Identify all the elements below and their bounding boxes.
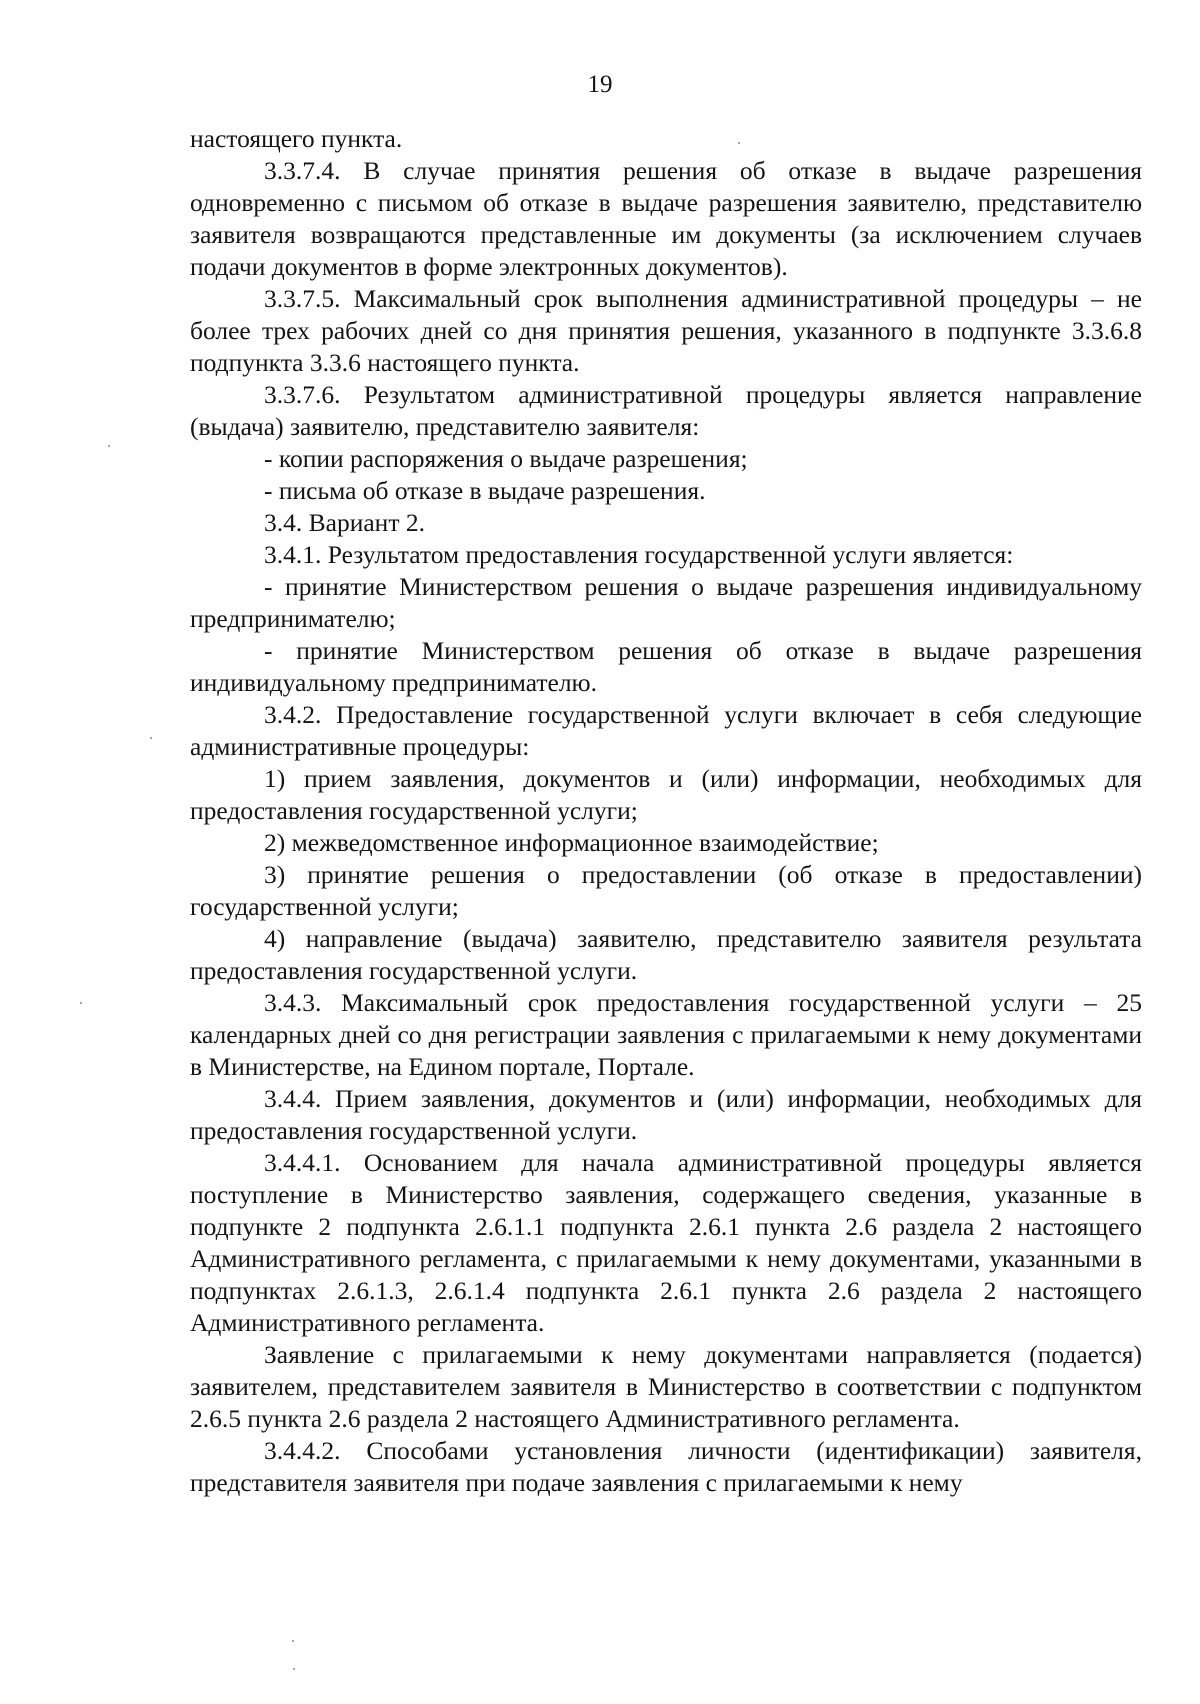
page-number: 19 <box>587 71 613 98</box>
list-item: 4) направление (выдача) заявителю, представителю заявителя результата предоставления государственной услуги. <box>190 924 1142 985</box>
paragraph: 3.3.7.6. Результатом административной процедуры является направление (выдача) заявителю, представителю заявителя: <box>190 380 1142 441</box>
scan-speck <box>292 1640 294 1642</box>
section-heading: 3.4. Вариант 2. <box>264 508 425 537</box>
paragraph: 3.3.7.4. В случае принятия решения об отказе в выдаче разрешения одновременно с письмом об отказе в выдаче разрешения заявителю, представителю заявителя возвращаются представленные им документы (за исключением случаев подачи документов в форме электронных документов). <box>190 156 1142 281</box>
list-item: - копии распоряжения о выдаче разрешения; <box>264 444 748 473</box>
paragraph: 3.4.1. Результатом предоставления государственной услуги является: <box>264 540 1014 569</box>
paragraph: настоящего пункта. <box>190 124 403 153</box>
list-item: - письма об отказе в выдаче разрешения. <box>264 476 706 505</box>
list-item: - принятие Министерством решения об отказе в выдаче разрешения индивидуальному предпринимателю. <box>190 636 1142 697</box>
scan-speck <box>293 1668 295 1670</box>
paragraph: 3.4.3. Максимальный срок предоставления государственной услуги – 25 календарных дней со дня регистрации заявления с прилагаемыми к нему документами в Министерстве, на Едином портале, Портале. <box>190 988 1142 1081</box>
scan-speck <box>150 737 152 739</box>
paragraph: 3.4.2. Предоставление государственной услуги включает в себя следующие административные процедуры: <box>190 700 1142 761</box>
scan-speck <box>80 1002 82 1004</box>
paragraph: 3.3.7.5. Максимальный срок выполнения административной процедуры – не более трех рабочих дней со дня принятия решения, указанного в подпункте 3.3.6.8 подпункта 3.3.6 настоящего пункта. <box>190 284 1142 377</box>
paragraph: Заявление с прилагаемыми к нему документами направляется (подается) заявителем, представителем заявителя в Министерство в соответствии с подпунктом 2.6.5 пункта 2.6 раздела 2 настоящего Административного регламента. <box>190 1340 1142 1433</box>
list-item: 3) принятие решения о предоставлении (об отказе в предоставлении) государственной услуги; <box>190 860 1142 921</box>
paragraph: 3.4.4.2. Способами установления личности (идентификации) заявителя, представителя заявителя при подаче заявления с прилагаемыми к нему <box>190 1436 1142 1497</box>
paragraph: 3.4.4. Прием заявления, документов и (или) информации, необходимых для предоставления государственной услуги. <box>190 1084 1142 1145</box>
document-body <box>190 123 1142 1499</box>
list-item: 1) прием заявления, документов и (или) информации, необходимых для предоставления государственной услуги; <box>190 764 1142 825</box>
list-item: 2) межведомственное информационное взаимодействие; <box>264 828 879 857</box>
scan-speck <box>108 445 110 447</box>
scan-speck <box>738 142 740 144</box>
paragraph: 3.4.4.1. Основанием для начала административной процедуры является поступление в Министерство заявления, содержащего сведения, указанные в подпункте 2 подпункта 2.6.1.1 подпункта 2.6.1 пункта 2.6 раздела 2 настоящего Административного регламента, с прилагаемыми к нему документами, указанными в подпунктах 2.6.1.3, 2.6.1.4 подпункта 2.6.1 пункта 2.6 раздела 2 настоящего Административного регламента. <box>190 1148 1142 1337</box>
list-item: - принятие Министерством решения о выдаче разрешения индивидуальному предпринимателю; <box>190 572 1142 633</box>
